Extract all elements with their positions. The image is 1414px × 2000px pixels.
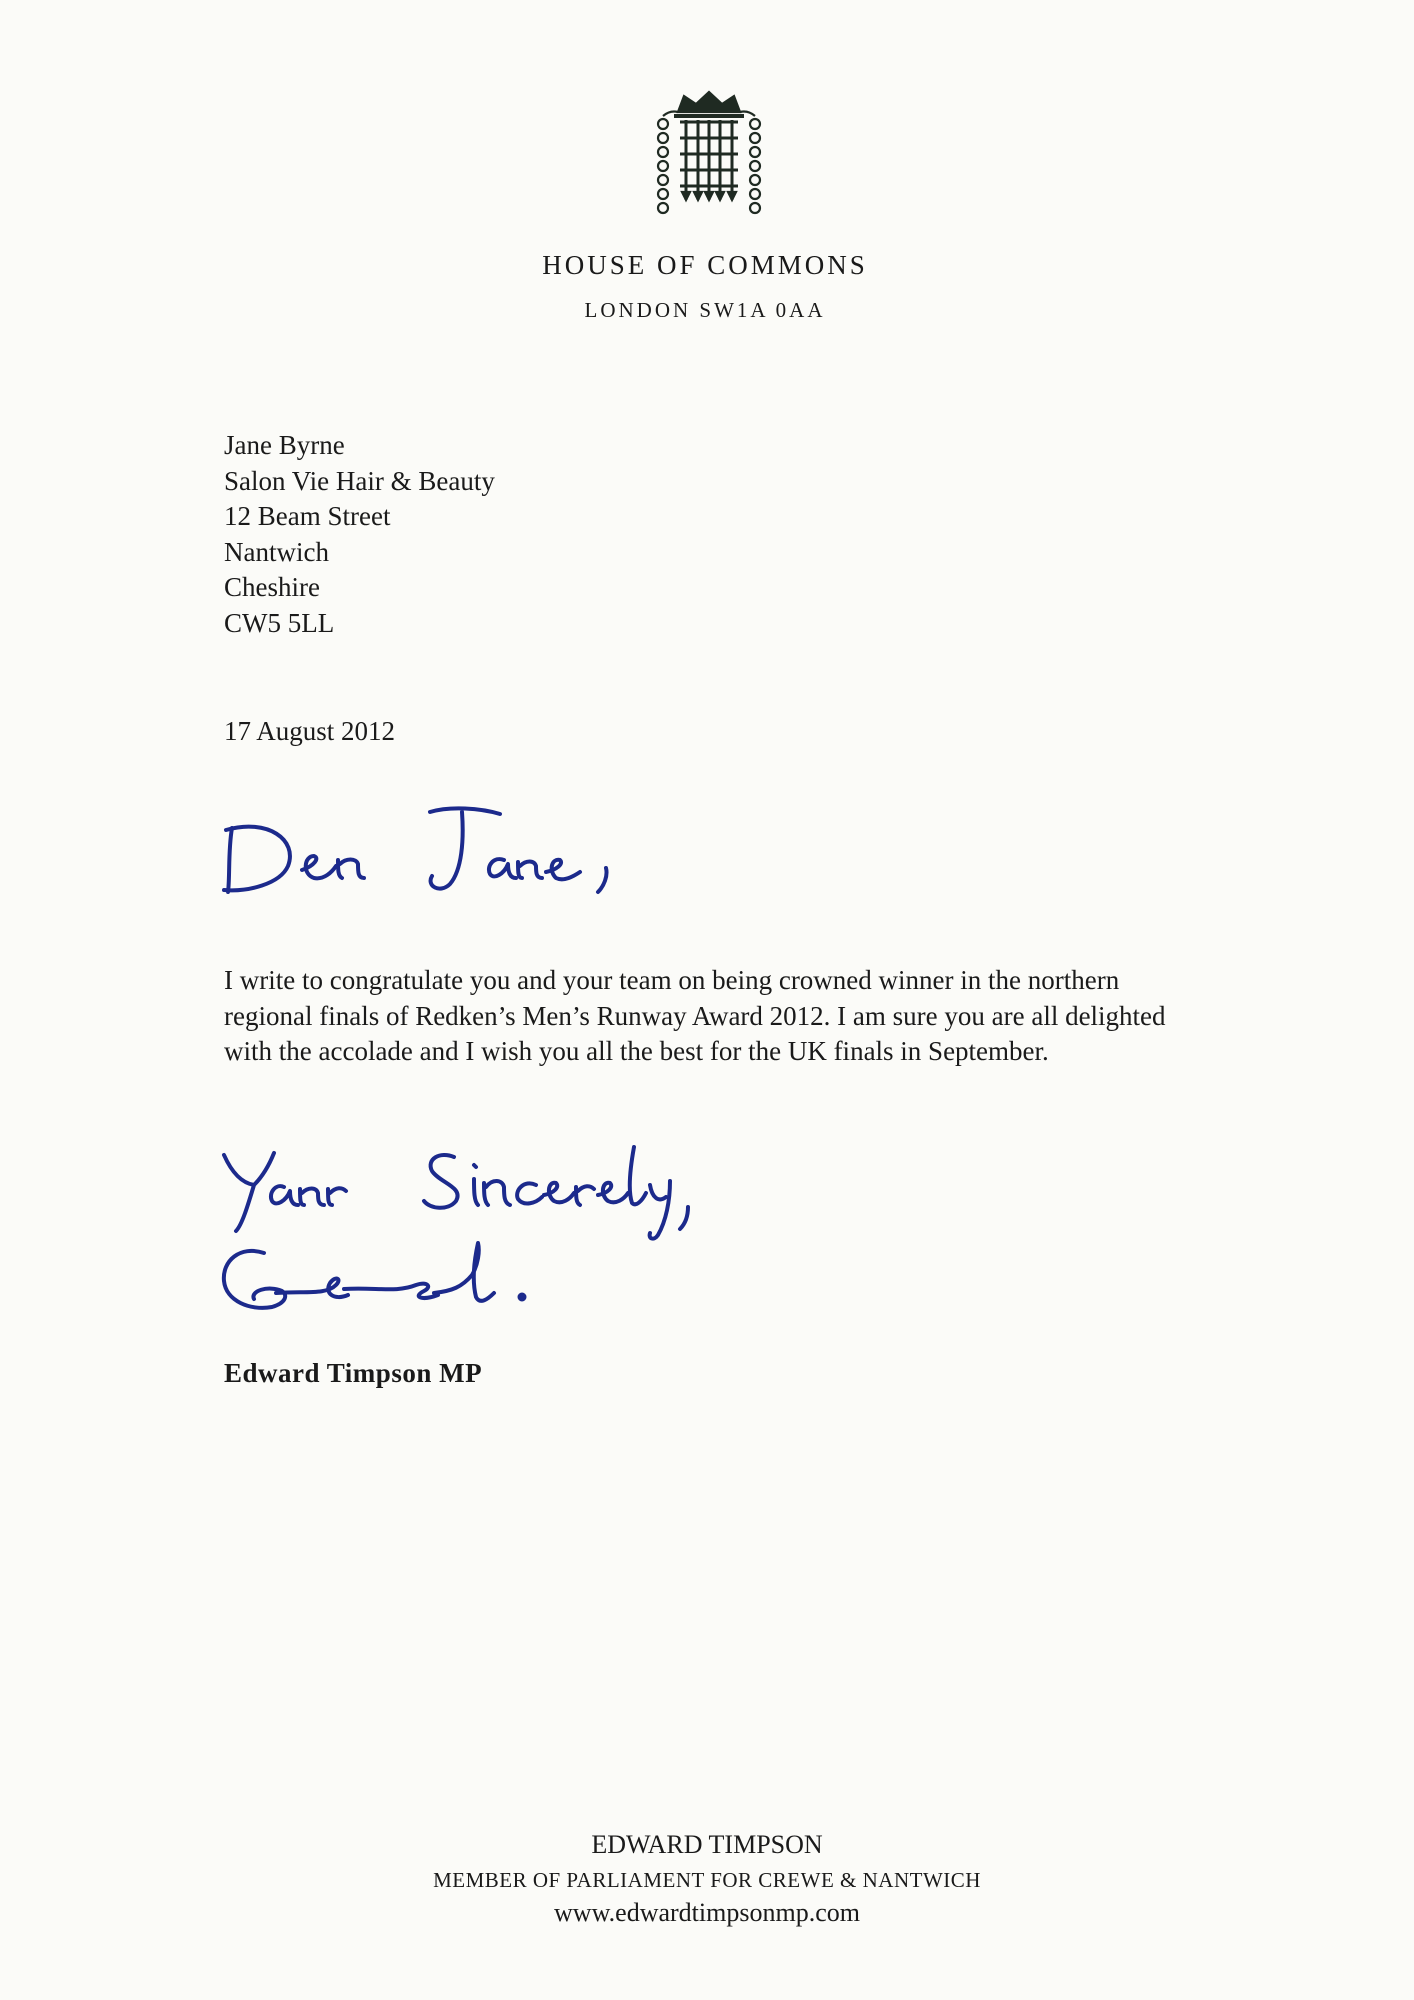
footer-website[interactable]: www.edwardtimpsonmp.com — [554, 1898, 860, 1927]
recipient-street: 12 Beam Street — [224, 501, 391, 531]
handwritten-signature — [216, 1235, 596, 1325]
signer-name: Edward Timpson MP — [224, 1358, 483, 1388]
recipient-address — [224, 428, 495, 641]
recipient-company: Salon Vie Hair & Beauty — [224, 465, 495, 496]
body-paragraph: I write to congratulate you and your team on being crowned winner in the northern regional finals of Redken’s Men’s Runway Award 2012. I am sure you are all delighted with the accolade and I wish you all the best for the UK finals in September. — [224, 965, 1166, 1066]
recipient-town: Nantwich — [224, 536, 329, 567]
portcullis-icon — [650, 88, 768, 216]
letter-body — [224, 963, 1204, 1070]
handwritten-salutation — [218, 800, 638, 910]
recipient-county: Cheshire — [224, 572, 320, 602]
handwritten-closing — [218, 1135, 778, 1245]
letter-date: 17 August 2012 — [224, 716, 396, 746]
recipient-name: Jane Byrne — [224, 430, 345, 460]
recipient-postcode: CW5 5LL — [224, 607, 335, 638]
footer-role: MEMBER OF PARLIAMENT FOR CREWE & NANTWICH — [433, 1868, 981, 1892]
footer-name: EDWARD TIMPSON — [591, 1830, 823, 1859]
letterhead-address: LONDON SW1A 0AA — [584, 298, 826, 322]
letterhead-organisation: HOUSE OF COMMONS — [542, 250, 868, 280]
